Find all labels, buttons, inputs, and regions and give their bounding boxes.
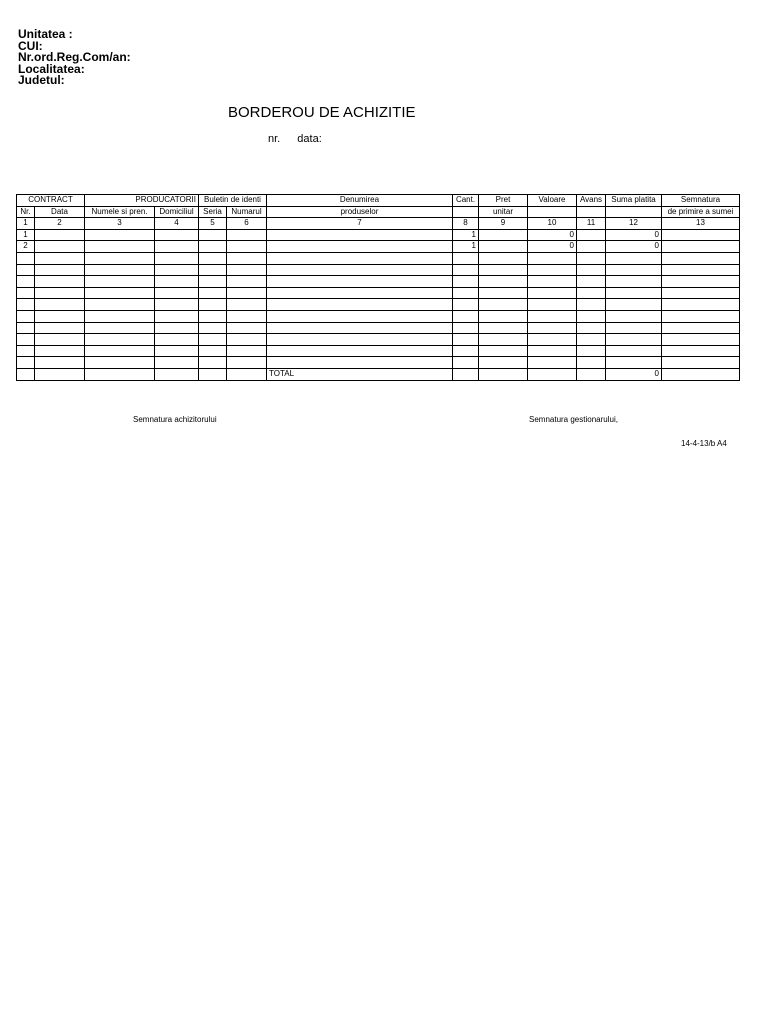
table-cell: [577, 345, 606, 357]
table-cell: 2: [17, 241, 35, 253]
number-date-line: [268, 133, 322, 145]
table-cell: [577, 252, 606, 264]
table-cell: [528, 322, 577, 334]
table-cell: [577, 310, 606, 322]
table-cell: [606, 334, 662, 346]
table-cell: [479, 287, 528, 299]
table-cell: [453, 264, 479, 276]
table-cell: [155, 310, 199, 322]
cant-subheader: [453, 206, 479, 218]
table-row: [17, 229, 740, 241]
table-cell: [479, 229, 528, 241]
company-info-block: [18, 29, 131, 87]
table-cell: [528, 334, 577, 346]
table-row: [17, 357, 740, 369]
table-cell: [267, 310, 453, 322]
table-cell: [17, 276, 35, 288]
table-cell: [479, 241, 528, 253]
table-cell: [155, 334, 199, 346]
table-cell: [199, 357, 227, 369]
table-cell: [35, 276, 85, 288]
table-row: [17, 310, 740, 322]
table-cell: [606, 264, 662, 276]
table-cell: [528, 310, 577, 322]
table-cell: [35, 229, 85, 241]
table-cell: [17, 322, 35, 334]
table-cell: [577, 241, 606, 253]
document-title: BORDEROU DE ACHIZITIE: [228, 104, 416, 121]
table-cell: [453, 357, 479, 369]
table-cell: [199, 287, 227, 299]
table-cell: [577, 276, 606, 288]
table-cell: [267, 322, 453, 334]
table-cell: [662, 299, 740, 311]
table-cell: [35, 241, 85, 253]
table-cell: [85, 334, 155, 346]
primire-subheader: de primire a sumei: [662, 206, 740, 218]
table-cell: [662, 252, 740, 264]
table-cell: [155, 264, 199, 276]
table-cell: [606, 276, 662, 288]
table-cell: TOTAL: [267, 368, 453, 380]
table-cell: [528, 299, 577, 311]
nr-label: nr.: [268, 133, 281, 145]
localitatea-label: Localitatea:: [18, 61, 85, 76]
table-cell: [453, 310, 479, 322]
table-cell: [577, 229, 606, 241]
table-cell: [479, 368, 528, 380]
table-cell: [453, 322, 479, 334]
table-cell: [85, 357, 155, 369]
acquirer-signature-label: Semnatura achizitorului: [133, 415, 217, 424]
acquisition-table: [16, 194, 740, 381]
table-cell: [479, 345, 528, 357]
table-cell: 11: [577, 218, 606, 230]
table-cell: 0: [606, 229, 662, 241]
table-cell: [479, 264, 528, 276]
table-cell: [267, 345, 453, 357]
table-cell: [577, 368, 606, 380]
suma-subheader: [606, 206, 662, 218]
table-cell: [35, 334, 85, 346]
table-cell: [453, 299, 479, 311]
avans-subheader: [577, 206, 606, 218]
form-code: 14-4-13/b A4: [681, 439, 727, 448]
table-cell: [155, 368, 199, 380]
buletin-header: Buletin de identi: [199, 195, 267, 207]
table-cell: [85, 264, 155, 276]
domiciliul-subheader: Domiciliul: [155, 206, 199, 218]
table-cell: [662, 322, 740, 334]
table-cell: [662, 276, 740, 288]
table-cell: [17, 264, 35, 276]
table-cell: [35, 252, 85, 264]
valoare-subheader: [528, 206, 577, 218]
table-cell: [85, 287, 155, 299]
table-cell: [267, 357, 453, 369]
produselor-subheader: produselor: [267, 206, 453, 218]
table-cell: [227, 241, 267, 253]
table-cell: [155, 229, 199, 241]
header-row-2: [17, 206, 740, 218]
data-label: data:: [297, 133, 322, 145]
table-cell: [453, 334, 479, 346]
table-cell: [227, 310, 267, 322]
nr-ord-reg-com-label: Nr.ord.Reg.Com/an:: [18, 50, 131, 64]
table-cell: [35, 287, 85, 299]
table-cell: [453, 276, 479, 288]
table-cell: 7: [267, 218, 453, 230]
suma-platita-header: Suma platita: [606, 195, 662, 207]
table-cell: [662, 345, 740, 357]
table-cell: [155, 357, 199, 369]
table-cell: [155, 241, 199, 253]
manager-signature-label: Semnatura gestionarului,: [529, 415, 618, 424]
table-cell: [227, 322, 267, 334]
contract-header: CONTRACT: [17, 195, 85, 207]
table-cell: [85, 345, 155, 357]
table-cell: [662, 357, 740, 369]
denumirea-header: Denumirea: [267, 195, 453, 207]
table-cell: [577, 287, 606, 299]
table-cell: [267, 334, 453, 346]
table-cell: [35, 264, 85, 276]
table-cell: [662, 264, 740, 276]
table-cell: [528, 357, 577, 369]
table-cell: [85, 252, 155, 264]
table-cell: [577, 322, 606, 334]
table-cell: [155, 299, 199, 311]
table-cell: [577, 264, 606, 276]
table-cell: [199, 322, 227, 334]
table-cell: [85, 368, 155, 380]
table-cell: [35, 322, 85, 334]
table-cell: 12: [606, 218, 662, 230]
table-cell: [17, 368, 35, 380]
table-cell: [453, 252, 479, 264]
table-cell: 2: [35, 218, 85, 230]
valoare-header: Valoare: [528, 195, 577, 207]
table-cell: 1: [453, 229, 479, 241]
table-cell: [155, 276, 199, 288]
table-cell: [453, 368, 479, 380]
table-cell: [85, 229, 155, 241]
table-cell: 13: [662, 218, 740, 230]
table-cell: [85, 241, 155, 253]
producatorii-header: PRODUCATORII: [85, 195, 199, 207]
table-cell: [35, 368, 85, 380]
unitar-subheader: unitar: [479, 206, 528, 218]
header-row-1: [17, 195, 740, 207]
table-cell: [227, 264, 267, 276]
table-cell: [199, 368, 227, 380]
table-cell: [17, 299, 35, 311]
table-cell: 1: [453, 241, 479, 253]
table-cell: [199, 252, 227, 264]
table-cell: [35, 310, 85, 322]
table-row: [17, 345, 740, 357]
table-cell: [662, 368, 740, 380]
table-cell: [17, 252, 35, 264]
table-cell: [227, 287, 267, 299]
avans-header: Avans: [577, 195, 606, 207]
table-cell: [662, 241, 740, 253]
table-cell: 0: [606, 241, 662, 253]
table-cell: [606, 357, 662, 369]
cant-header: Cant.: [453, 195, 479, 207]
unitatea-label: Unitatea :: [18, 27, 73, 41]
table-cell: [227, 345, 267, 357]
data-subheader: Data: [35, 206, 85, 218]
table-cell: [227, 229, 267, 241]
table-cell: 4: [155, 218, 199, 230]
table-row: [17, 287, 740, 299]
table-cell: [606, 252, 662, 264]
table-cell: [17, 345, 35, 357]
table-cell: [85, 310, 155, 322]
table-cell: [267, 252, 453, 264]
table-cell: [267, 229, 453, 241]
table-cell: 1: [17, 229, 35, 241]
table-cell: [85, 322, 155, 334]
table-cell: [199, 276, 227, 288]
table-cell: [479, 276, 528, 288]
table-cell: [155, 252, 199, 264]
semnatura-header: Semnatura: [662, 195, 740, 207]
table-cell: [199, 264, 227, 276]
table-cell: [528, 264, 577, 276]
table-cell: [35, 299, 85, 311]
table-row: [17, 299, 740, 311]
table-cell: [155, 322, 199, 334]
table-cell: [606, 287, 662, 299]
table-cell: [17, 357, 35, 369]
table-cell: [199, 299, 227, 311]
table-row: [17, 322, 740, 334]
table-cell: [662, 334, 740, 346]
table-cell: 0: [528, 241, 577, 253]
table-cell: [199, 229, 227, 241]
table-cell: [227, 252, 267, 264]
table-cell: [528, 252, 577, 264]
table-row: [17, 334, 740, 346]
cui-label: CUI:: [18, 38, 43, 53]
table-cell: [479, 299, 528, 311]
table-cell: [662, 229, 740, 241]
table-cell: [227, 357, 267, 369]
table-cell: [479, 310, 528, 322]
table-cell: 8: [453, 218, 479, 230]
table-cell: [17, 334, 35, 346]
table-cell: [577, 357, 606, 369]
table-cell: [267, 264, 453, 276]
table-cell: [267, 241, 453, 253]
table-cell: [267, 287, 453, 299]
judetul-label: Judetul:: [18, 73, 65, 87]
table-cell: [528, 287, 577, 299]
table-cell: 10: [528, 218, 577, 230]
table-cell: 3: [85, 218, 155, 230]
table-cell: [155, 287, 199, 299]
total-row: [17, 368, 740, 380]
table-cell: [662, 310, 740, 322]
table-cell: 0: [606, 368, 662, 380]
pret-header: Pret: [479, 195, 528, 207]
seria-subheader: Seria: [199, 206, 227, 218]
table-cell: [479, 357, 528, 369]
table-cell: [199, 241, 227, 253]
table-cell: [227, 276, 267, 288]
table-cell: [199, 334, 227, 346]
table-cell: [479, 252, 528, 264]
nr-subheader: Nr.: [17, 206, 35, 218]
table-cell: [453, 287, 479, 299]
table-cell: [528, 345, 577, 357]
table-cell: [606, 310, 662, 322]
table-cell: [528, 368, 577, 380]
table-row: [17, 241, 740, 253]
table-cell: [17, 287, 35, 299]
table-cell: [199, 345, 227, 357]
table-cell: [577, 299, 606, 311]
table-cell: [227, 299, 267, 311]
table-cell: 9: [479, 218, 528, 230]
table-cell: [528, 276, 577, 288]
table-cell: [199, 310, 227, 322]
table-cell: [227, 368, 267, 380]
table-cell: [606, 322, 662, 334]
table-cell: [606, 345, 662, 357]
table-cell: 5: [199, 218, 227, 230]
table-cell: [227, 334, 267, 346]
table-cell: [17, 310, 35, 322]
table-cell: [85, 299, 155, 311]
numarul-subheader: Numarul: [227, 206, 267, 218]
table-cell: [479, 334, 528, 346]
table-row: [17, 252, 740, 264]
numele-subheader: Numele si pren.: [85, 206, 155, 218]
table-cell: [267, 276, 453, 288]
table-cell: [606, 299, 662, 311]
table-cell: [155, 345, 199, 357]
table-cell: 0: [528, 229, 577, 241]
table-cell: [453, 345, 479, 357]
table-cell: [577, 334, 606, 346]
table-cell: [35, 345, 85, 357]
table-cell: 6: [227, 218, 267, 230]
table-cell: 1: [17, 218, 35, 230]
table-row: [17, 276, 740, 288]
table-cell: [267, 299, 453, 311]
table-cell: [662, 287, 740, 299]
table-cell: [85, 276, 155, 288]
table-cell: [35, 357, 85, 369]
column-number-row: [17, 218, 740, 230]
table-cell: [479, 322, 528, 334]
table-row: [17, 264, 740, 276]
